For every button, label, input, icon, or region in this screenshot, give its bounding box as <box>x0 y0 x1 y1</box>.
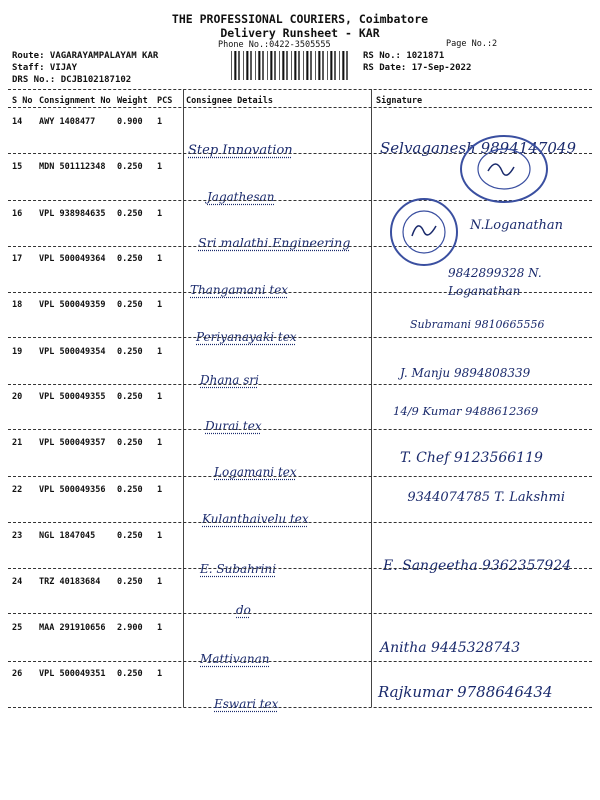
row-weight: 0.250 <box>117 162 143 172</box>
row-consignment: AWY 1408477 <box>39 117 96 127</box>
row-weight: 0.250 <box>117 438 143 448</box>
table-header-rule <box>8 107 592 108</box>
row-consignee: Eswari tex <box>214 697 279 711</box>
barcode-bar <box>327 51 328 80</box>
phone-number: Phone No.:0422-3505555 <box>218 40 331 50</box>
row-sno: 19 <box>12 347 23 357</box>
barcode-bar <box>274 51 275 80</box>
barcode-bar <box>334 51 335 80</box>
row-consignment: MAA 291910656 <box>39 623 106 633</box>
row-consignment: MDN 501112348 <box>39 162 106 172</box>
barcode-bar <box>255 51 256 80</box>
barcode-bar <box>282 51 284 80</box>
row-rule <box>8 613 592 614</box>
row-signature: 9344074785 T. Lakshmi <box>407 490 565 505</box>
row-signature: J. Manju 9894808339 <box>400 366 531 380</box>
row-sno: 23 <box>12 531 23 541</box>
row-consignment: NGL 1847045 <box>39 531 96 541</box>
row-signature: Subramani 9810665556 <box>410 318 545 331</box>
barcode-bar <box>250 51 251 80</box>
barcode-bar <box>267 51 268 80</box>
col-header-consignment: Consignment No <box>39 96 111 106</box>
barcode-bar <box>318 51 320 80</box>
row-sno: 16 <box>12 209 23 219</box>
row-consignee: do <box>236 603 251 617</box>
row-consignee: Periyanayaki tex <box>196 330 297 344</box>
row-signature: E. Sangeetha 9362357924 <box>383 558 572 574</box>
row-pcs: 1 <box>157 485 163 495</box>
row-signature: 14/9 Kumar 9488612369 <box>393 404 539 418</box>
row-consignment: VPL 500049357 <box>39 438 106 448</box>
row-sno: 24 <box>12 577 23 587</box>
company-title: THE PROFESSIONAL COURIERS, Coimbatore <box>171 12 429 26</box>
row-signature: T. Chef 9123566119 <box>400 450 543 466</box>
row-sno: 15 <box>12 162 23 172</box>
row-consignment: TRZ 40183684 <box>39 577 101 587</box>
row-signature: 9842899328 N. Loganathan <box>448 266 542 298</box>
row-sno: 20 <box>12 392 23 402</box>
row-sno: 17 <box>12 254 23 264</box>
row-pcs: 1 <box>157 392 163 402</box>
row-consignment: VPL 500049359 <box>39 300 106 310</box>
row-consignee: Logamani tex <box>214 465 297 479</box>
row-pcs: 1 <box>157 669 163 679</box>
row-weight: 0.250 <box>117 577 143 587</box>
row-weight: 0.250 <box>117 347 143 357</box>
barcode-bar <box>243 51 244 80</box>
row-pcs: 1 <box>157 531 163 541</box>
barcode-bar <box>322 51 323 80</box>
barcode-bar <box>342 51 344 80</box>
row-signature: Anitha 9445328743 <box>380 640 521 656</box>
row-pcs: 1 <box>157 577 163 587</box>
barcode-bar <box>310 51 311 80</box>
barcode-bar <box>303 51 304 80</box>
row-weight: 0.250 <box>117 669 143 679</box>
row-pcs: 1 <box>157 254 163 264</box>
row-consignment: VPL 500049364 <box>39 254 106 264</box>
barcode-bar <box>315 51 316 80</box>
row-consignment: VPL 500049351 <box>39 669 106 679</box>
row-consignee: Kulanthaivelu tex <box>202 512 309 526</box>
col-header-pcs: PCS <box>157 96 173 106</box>
row-rule <box>8 476 592 477</box>
row-sno: 21 <box>12 438 23 448</box>
row-rule <box>8 568 592 569</box>
row-weight: 0.250 <box>117 209 143 219</box>
row-consignment: VPL 938984635 <box>39 209 106 219</box>
row-consignee: E. Subahrini <box>200 562 277 576</box>
barcode-bar <box>298 51 299 80</box>
column-divider <box>371 89 372 707</box>
row-weight: 2.900 <box>117 623 143 633</box>
barcode-bar <box>238 51 239 80</box>
rs-date: RS Date: 17-Sep-2022 <box>363 63 472 73</box>
row-pcs: 1 <box>157 438 163 448</box>
row-consignee: Mattivanan <box>200 652 270 666</box>
row-pcs: 1 <box>157 300 163 310</box>
row-consignment: VPL 500049354 <box>39 347 106 357</box>
staff-label: Staff: VIJAY <box>12 63 78 73</box>
rs-number: RS No.: 1021871 <box>363 51 445 61</box>
row-signature: Rajkumar 9788646434 <box>378 683 553 701</box>
column-divider <box>183 89 184 707</box>
company-seal-stamp <box>388 196 460 268</box>
barcode-bar <box>286 51 287 80</box>
barcode-bar <box>270 51 272 80</box>
table-bottom-rule <box>8 707 592 708</box>
barcode-bar <box>291 51 292 80</box>
barcode-bar <box>262 51 263 80</box>
row-consignee: Dhana sri <box>200 373 259 387</box>
row-rule <box>8 522 592 523</box>
barcode-bar <box>306 51 308 80</box>
row-weight: 0.250 <box>117 392 143 402</box>
row-rule <box>8 337 592 338</box>
row-sno: 14 <box>12 117 23 127</box>
barcode-bar <box>330 51 332 80</box>
route-label: Route: VAGARAYAMPALAYAM KAR <box>12 51 159 61</box>
row-weight: 0.900 <box>117 117 143 127</box>
row-sno: 18 <box>12 300 23 310</box>
row-sno: 26 <box>12 669 23 679</box>
row-consignee: Durai tex <box>205 419 262 433</box>
row-consignee: Step Innovation <box>188 143 293 158</box>
col-header-consignee: Consignee Details <box>186 96 273 106</box>
row-sno: 22 <box>12 485 23 495</box>
row-weight: 0.250 <box>117 300 143 310</box>
page-number: Page No.:2 <box>446 39 498 49</box>
barcode-bar <box>246 51 248 80</box>
row-rule <box>8 292 592 293</box>
row-rule <box>8 384 592 385</box>
row-pcs: 1 <box>157 117 163 127</box>
row-consignee: Sri malathi Engineering <box>198 235 351 250</box>
barcode-bar <box>346 51 347 80</box>
row-rule <box>8 429 592 430</box>
row-rule <box>8 661 592 662</box>
row-pcs: 1 <box>157 162 163 172</box>
row-pcs: 1 <box>157 623 163 633</box>
row-weight: 0.250 <box>117 531 143 541</box>
col-header-sno: S No <box>12 96 33 106</box>
row-weight: 0.250 <box>117 485 143 495</box>
barcode-bar <box>279 51 280 80</box>
row-sno: 25 <box>12 623 23 633</box>
runsheet-title: Delivery Runsheet - KAR <box>220 26 380 40</box>
row-weight: 0.250 <box>117 254 143 264</box>
row-consignee: Jagathesan <box>207 190 275 204</box>
row-signature: Selvaganesh 9894147049 <box>380 139 577 157</box>
table-top-rule <box>8 89 592 90</box>
row-consignee: Thangamani tex <box>190 283 289 297</box>
row-consignment: VPL 500049356 <box>39 485 106 495</box>
row-pcs: 1 <box>157 347 163 357</box>
col-header-weight: Weight <box>117 96 148 106</box>
barcode-bar <box>339 51 340 80</box>
barcode-bar <box>258 51 260 80</box>
barcode-bar <box>234 51 236 80</box>
row-consignment: VPL 500049355 <box>39 392 106 402</box>
barcode-bar <box>231 51 232 80</box>
barcode <box>230 51 352 80</box>
barcode-bar <box>294 51 296 80</box>
row-rule <box>8 246 592 247</box>
drs-number: DRS No.: DCJB102187102 <box>12 75 132 85</box>
row-pcs: 1 <box>157 209 163 219</box>
col-header-signature: Signature <box>376 96 423 106</box>
row-signature: N.Loganathan <box>470 218 564 233</box>
company-seal-stamp <box>458 133 550 205</box>
